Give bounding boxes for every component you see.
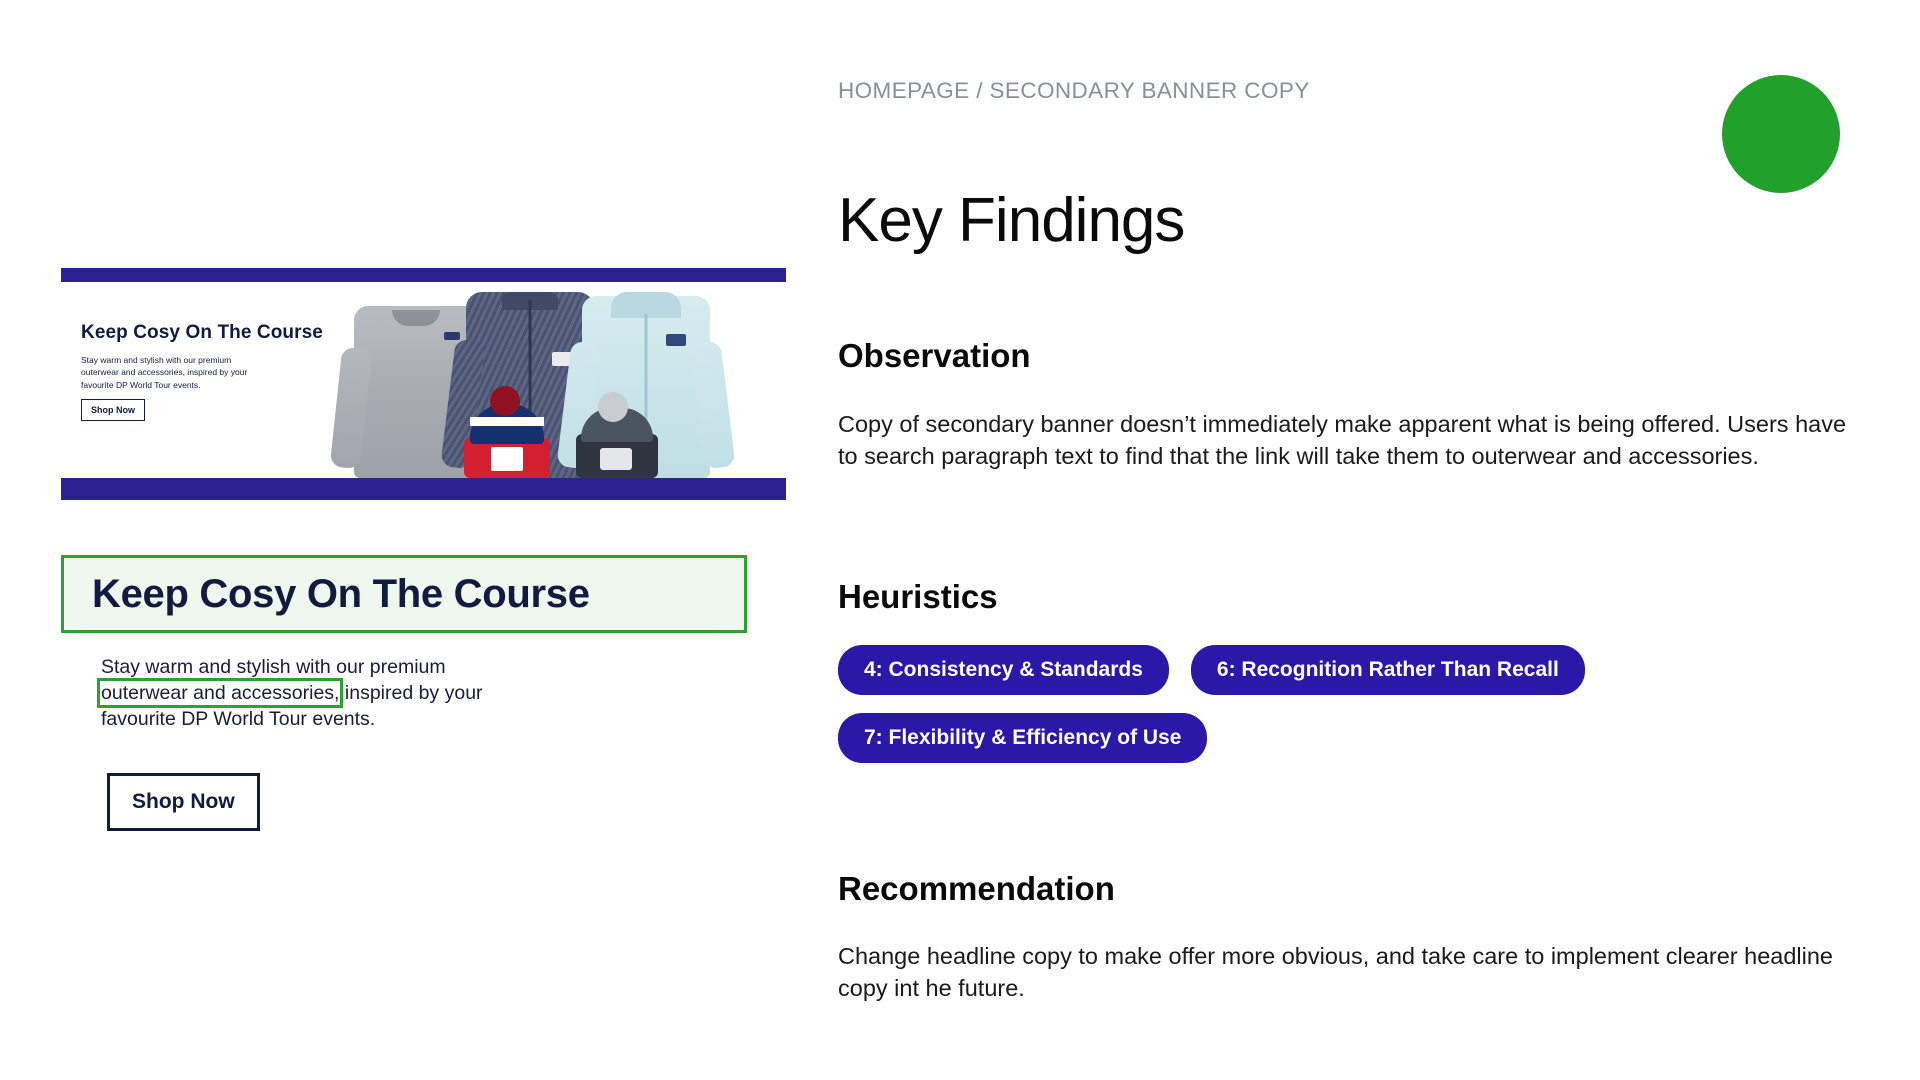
banner-bottom-bar xyxy=(61,478,786,500)
status-badge-dot xyxy=(1722,75,1840,193)
headline-annotation-box xyxy=(61,555,747,633)
observation-heading: Observation xyxy=(838,337,1031,374)
heuristic-chip[interactable]: 6: Recognition Rather Than Recall xyxy=(1191,645,1585,695)
left-visual-column xyxy=(0,0,830,1080)
paragraph-tail: inspired by your favourite DP World Tour events. xyxy=(101,681,483,730)
banner-shop-now-button[interactable]: Shop Now xyxy=(81,399,145,421)
banner-top-bar xyxy=(61,268,786,282)
findings-column xyxy=(838,0,1920,1080)
hat-patch xyxy=(490,446,524,472)
detail-paragraph xyxy=(101,655,501,733)
page-title: Key Findings xyxy=(838,186,1185,255)
secondary-banner-screenshot xyxy=(61,268,786,500)
heuristics-heading: Heuristics xyxy=(838,578,998,615)
heuristics-chip-list xyxy=(838,645,1868,763)
hoodie-badge xyxy=(666,334,686,346)
banner-product-imagery xyxy=(346,282,786,478)
paragraph-highlighted-link[interactable]: outerwear and accessories, xyxy=(101,681,340,704)
recommendation-heading: Recommendation xyxy=(838,870,1115,907)
grey-bobble-hat-image xyxy=(576,398,658,478)
heuristic-chip[interactable]: 7: Flexibility & Efficiency of Use xyxy=(838,713,1207,763)
hat-patch xyxy=(600,448,632,470)
observation-body: Copy of secondary banner doesn’t immediately make apparent what is being offered. Users have to search paragraph text to find that the link will take them to outerwear and accessories. xyxy=(838,411,1847,470)
hat-bobble xyxy=(598,392,628,422)
banner-content-area xyxy=(61,282,786,478)
recommendation-body: Change headline copy to make offer more obvious, and take care to implement clearer headline copy int he future. xyxy=(838,943,1833,1002)
banner-body-text: Stay warm and stylish with our premium outerwear and accessories, inspired by your favourite DP World Tour events. xyxy=(81,355,248,390)
breadcrumb: HOMEPAGE / SECONDARY BANNER COPY xyxy=(838,78,1310,103)
sweater-logo xyxy=(444,332,460,340)
detail-shop-now-button[interactable]: Shop Now xyxy=(107,773,260,831)
annotated-copy-detail xyxy=(61,555,761,831)
hat-bobble xyxy=(490,386,520,416)
banner-headline: Keep Cosy On The Course xyxy=(81,322,323,343)
red-bobble-hat-image xyxy=(464,394,550,478)
hat-stripe xyxy=(470,417,544,426)
detail-headline: Keep Cosy On The Course xyxy=(92,572,590,616)
paragraph-lead: Stay warm and stylish with our premium xyxy=(101,656,446,678)
sweater-collar xyxy=(392,310,440,326)
heuristic-chip[interactable]: 4: Consistency & Standards xyxy=(838,645,1169,695)
